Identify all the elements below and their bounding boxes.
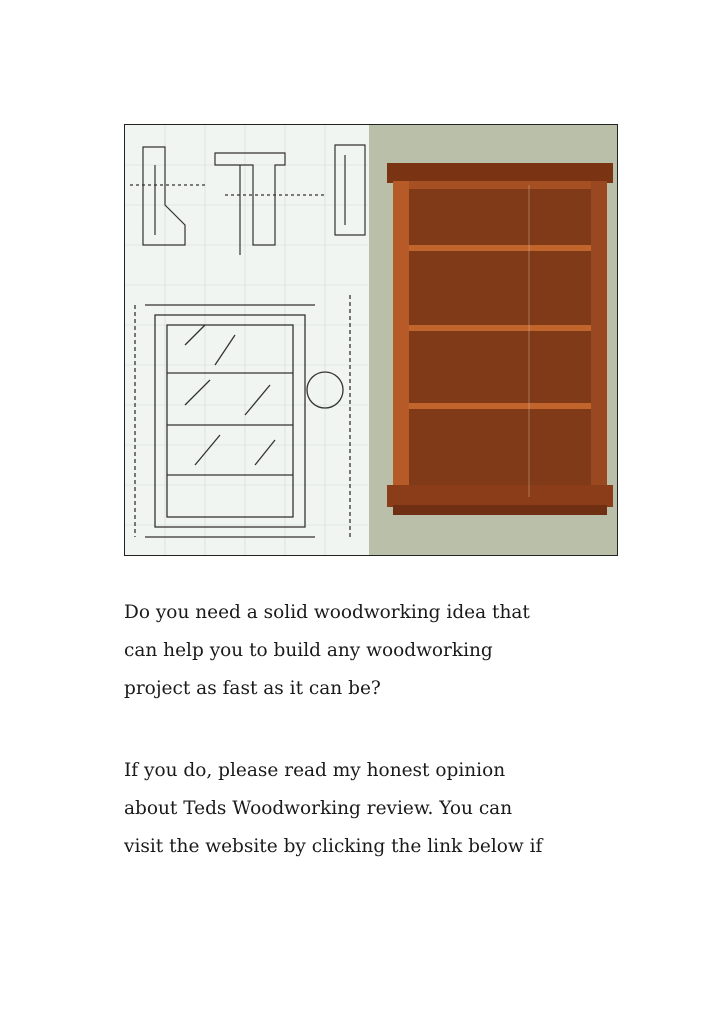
paragraph-line: about Teds Woodworking review. You can (124, 798, 513, 819)
paragraph-line: project as fast as it can be? (124, 678, 381, 699)
bookcase-photo (387, 163, 613, 515)
paragraph-line: Do you need a solid woodworking idea that (124, 602, 530, 623)
bookcase-plan-figure (124, 124, 618, 556)
paragraph-intro (124, 594, 624, 708)
paragraph-line: can help you to build any woodworking (124, 640, 493, 661)
bookcase-illustration (125, 125, 618, 556)
paragraph-line: visit the website by clicking the link below if (124, 836, 543, 857)
paragraph-review (124, 752, 624, 866)
paragraph-line: If you do, please read my honest opinion (124, 760, 506, 781)
